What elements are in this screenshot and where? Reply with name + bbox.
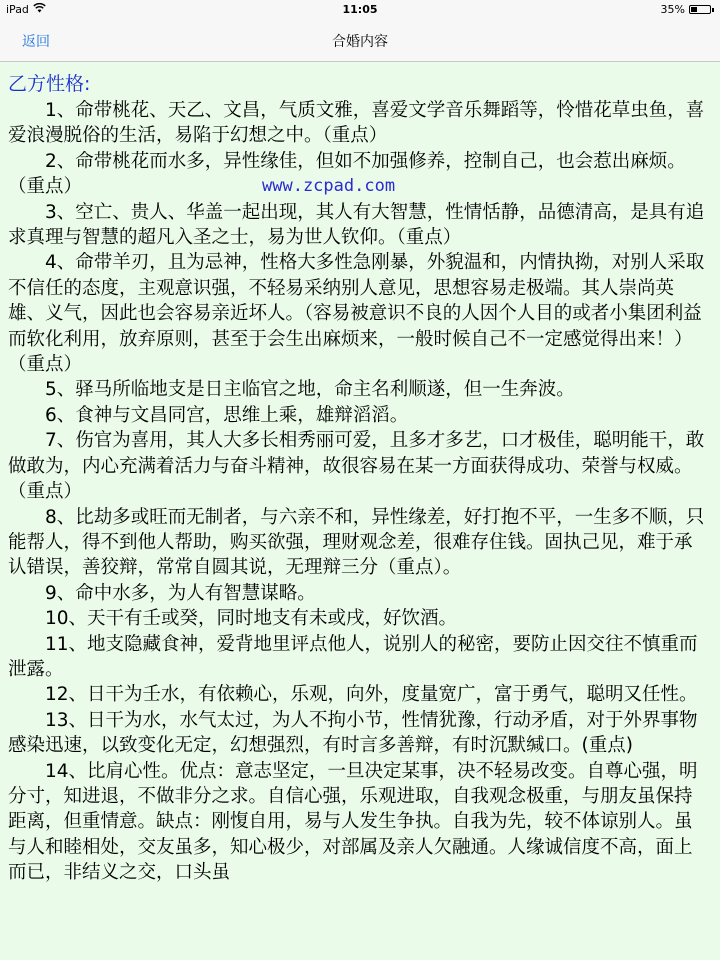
- watermark-url: www.zcpad.com: [262, 176, 396, 196]
- paragraph-2: 2、命带桃花而水多，异性缘佳，但如不加强修养，控制自己，也会惹出麻烦。（重点）: [8, 150, 686, 198]
- paragraph-10: 10、天干有壬或癸，同时地支有未或戌，好饮酒。: [45, 608, 458, 630]
- paragraph-14: 14、比肩心性。优点：意志坚定，一旦决定某事，决不轻易改变。自尊心强，明分寸，知进退，不做非分之求。自信心强，乐观进取，自我观念极重，与朋友虽保持距离，但重情意。缺点：刚愎自用，易与人发生争执。自我为先，较不体谅别人。虽与人和睦相处，交友虽多，知心极少，对部属及亲人欠融通。人缘诚信度不高，面上而已，非结义之交，口头虽: [8, 760, 698, 884]
- section-heading: 乙方性格:: [8, 73, 91, 95]
- battery-percent: 35%: [660, 3, 685, 16]
- content-area[interactable]: [0, 62, 720, 960]
- device-name: iPad: [6, 3, 29, 16]
- paragraph-1: 1、命带桃花、天乙、文昌，气质文雅，喜爱文学音乐舞蹈等，怜惜花草虫鱼，喜爱浪漫脱俗的生活，易陷于幻想之中。（重点）: [8, 100, 705, 147]
- paragraph-8: 8、比劫多或旺而无制者，与六亲不和，异性缘差，好打抱不平，一生多不顺，只能帮人，得不到他人帮助，购买欲强，理财观念差，很难存住钱。固执己见，难于承认错误，善狡辩，常常自圆其说，无理辩三分（重点）。: [8, 506, 705, 579]
- paragraph-9: 9、命中水多，为人有智慧谋略。: [45, 582, 316, 604]
- battery-icon: [689, 5, 711, 14]
- paragraph-6: 6、食神与文昌同宫，思维上乘，雄辩滔滔。: [45, 404, 409, 426]
- paragraph-11: 11、地支隐藏食神，爱背地里评点他人，说别人的秘密，要防止因交往不慎重而泄露。: [8, 633, 698, 680]
- navigation-bar: [0, 20, 720, 62]
- paragraph-7: 7、伤官为喜用，其人大多长相秀丽可爱，且多才多艺，口才极佳，聪明能干，敢做敢为，内心充满着活力与奋斗精神，故很容易在某一方面获得成功、荣誉与权威。（重点）: [8, 430, 705, 503]
- status-bar: [0, 0, 720, 20]
- status-right: [661, 3, 714, 16]
- page-title: 合婚内容: [332, 34, 388, 50]
- paragraph-4: 4、命带羊刃，且为忌神，性格大多性急刚暴，外貌温和，内情执拗，对别人采取不信任的态度，主观意识强，不轻易采纳别人意见，思想容易走极端。其人崇尚英雄、义气，因此也会容易亲近坏人。（容易被意识不良的人因个人目的或者小集团利益而软化利用，放弃原则，甚至于会生出麻烦来，一般时候自己不一定感觉得出来！）（重点）: [8, 252, 705, 376]
- status-time: 11:05: [342, 3, 378, 16]
- paragraph-13: 13、日干为水，水气太过，为人不拘小节，性情犹豫，行动矛盾，对于外界事物感染迅速，以致变化无定，幻想强烈，有时言多善辩，有时沉默缄口。(重点): [8, 709, 698, 757]
- paragraph-12: 12、日干为壬水，有依赖心，乐观，向外，度量宽广，富于勇气，聪明又任性。: [45, 684, 698, 706]
- paragraph-5: 5、驿马所临地支是日主临官之地，命主名利顺遂，但一生奔波。: [45, 379, 575, 401]
- back-button[interactable]: 返回: [22, 34, 50, 50]
- battery-fill: [691, 7, 697, 12]
- paragraph-3: 3、空亡、贵人、华盖一起出现，其人有大智慧，性情恬静，品德清高，是具有追求真理与智慧的超凡入圣之士，易为世人钦仰。（重点）: [8, 201, 705, 249]
- battery-tip: [712, 8, 714, 12]
